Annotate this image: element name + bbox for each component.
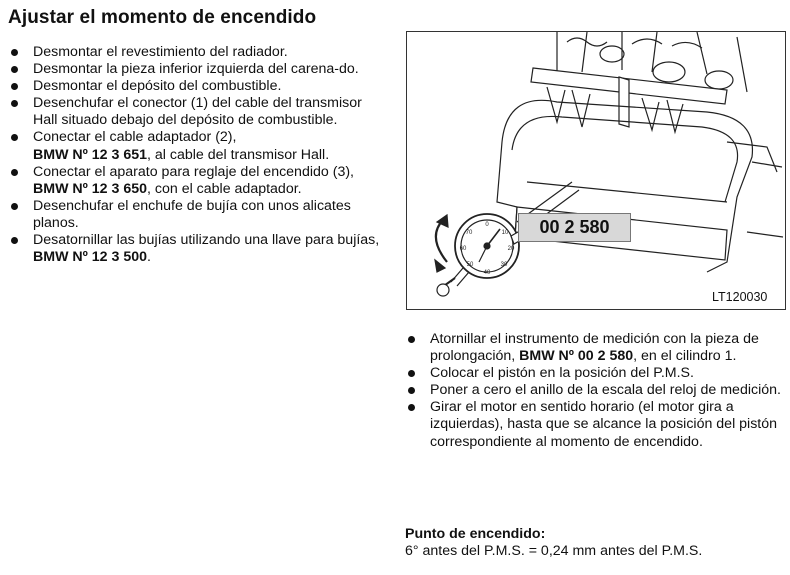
- list-item: Poner a cero el anillo de la escala del reloj de medición.: [405, 382, 785, 399]
- list-item: Desmontar el revestimiento del radiador.: [8, 44, 388, 61]
- svg-text:60: 60: [459, 246, 467, 252]
- ignition-value: 6° antes del P.M.S. = 0,24 mm antes del P.M.S.: [405, 543, 703, 559]
- list-item: Colocar el pistón en la posición del P.M.S.: [405, 365, 785, 382]
- list-item: Conectar el aparato para reglaje del encendido (3), BMW Nº 12 3 650, con el cable adaptador.: [8, 164, 388, 198]
- list-item: Conectar el cable adaptador (2), BMW Nº 12 3 651, al cable del transmisor Hall.: [8, 129, 388, 163]
- svg-text:70: 70: [465, 230, 473, 236]
- list-item: Atornillar el instrumento de medición con la pieza de prolongación, BMW Nº 00 2 580, en el cilindro 1.: [405, 331, 785, 365]
- list-item: Desenchufar el enchufe de bujía con unos alicates planos.: [8, 198, 388, 232]
- list-item: Desatornillar las bujías utilizando una llave para bujías, BMW Nº 12 3 500.: [8, 232, 388, 266]
- list-item: Desmontar el depósito del combustible.: [8, 78, 388, 95]
- right-step-list: [405, 331, 785, 451]
- list-item: Desenchufar el conector (1) del cable del transmisor Hall situado debajo del depósito de combustible.: [8, 95, 388, 129]
- svg-text:50: 50: [466, 262, 474, 268]
- engine-illustration: [406, 31, 786, 310]
- svg-text:10: 10: [501, 230, 509, 236]
- engine-drawing: [407, 32, 785, 309]
- page-title: Ajustar el momento de encendido: [8, 7, 317, 28]
- part-number: BMW Nº 00 2 580: [519, 348, 634, 365]
- tool-number-callout: 00 2 580: [518, 213, 631, 242]
- part-number: BMW Nº 12 3 650: [33, 180, 147, 197]
- list-item: Girar el motor en sentido horario (el motor gira a izquierdas), hasta que se alcance la posición del pistón correspondiente al momento de encendido.: [405, 399, 785, 450]
- part-number: BMW Nº 12 3 651: [33, 146, 147, 163]
- left-step-list: [8, 44, 388, 266]
- svg-text:30: 30: [500, 262, 508, 268]
- svg-text:20: 20: [507, 246, 515, 252]
- ignition-heading: Punto de encendido:: [405, 526, 546, 542]
- figure-id: LT120030: [712, 290, 768, 304]
- list-item: Desmontar la pieza inferior izquierda del carena-do.: [8, 61, 388, 78]
- part-number: BMW Nº 12 3 500: [33, 249, 147, 266]
- svg-text:40: 40: [483, 270, 491, 276]
- svg-text:0: 0: [485, 222, 489, 228]
